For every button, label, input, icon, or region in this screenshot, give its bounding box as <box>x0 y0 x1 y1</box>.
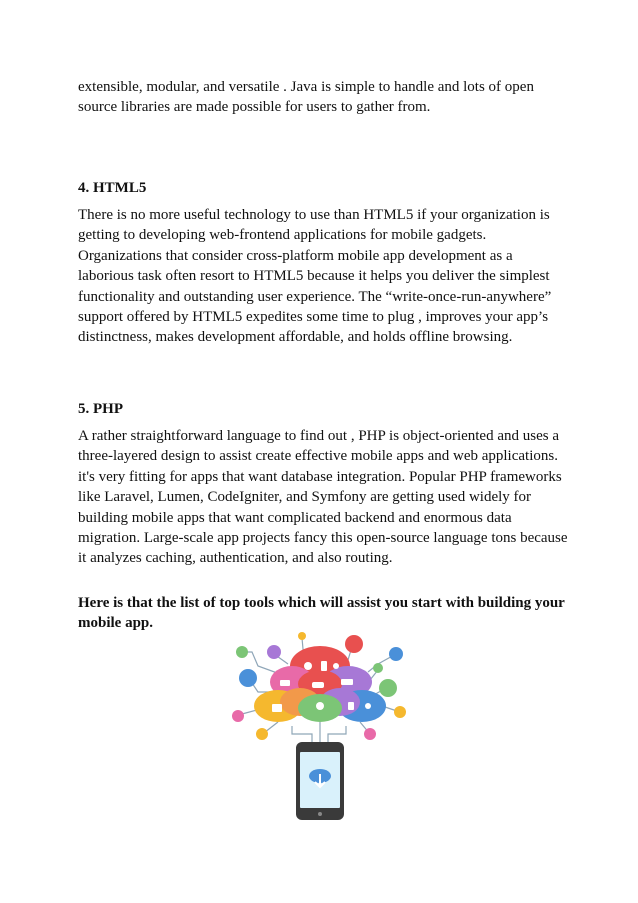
palm-tree-icon <box>345 635 363 653</box>
intro-paragraph: extensible, modular, and versatile . Java is simple to handle and lots of open source libraries are made possible for users to gather from. <box>78 79 534 116</box>
location-pin-icon <box>298 632 306 640</box>
rss-icon <box>394 706 406 718</box>
refresh-icon <box>256 728 268 740</box>
plane-icon <box>379 679 397 697</box>
gift-icon <box>364 728 376 740</box>
music-note-icon <box>389 647 403 661</box>
play-icon <box>267 645 281 659</box>
mobile-cloud-apps-illustration <box>228 630 414 822</box>
html5-heading: 4. HTML5 <box>78 180 147 196</box>
chat-icon <box>373 663 383 673</box>
headphones-icon <box>236 646 248 658</box>
php-heading: 5. PHP <box>78 401 123 417</box>
php-paragraph: A rather straightforward language to find out , PHP is object-oriented and uses a three-layered design to assist create effective mobile apps and web applications. it's very fitting for apps that want database integration. Popular PHP frameworks like Laravel, Lumen, CodeIgniter, and Symfony are getting used widely for building mobile apps that want complicated backend and enormous data migration. Large-scale app projects fancy this open-source language tons because it analyzes caching, authentication, and also routing. <box>78 428 568 567</box>
camera-icon <box>232 710 244 722</box>
html5-paragraph: There is no more useful technology to use than HTML5 if your organization is getting to developing web-frontend applications for mobile gadgets. Organizations that consider cross-platform mobile app development as a laborious task often resort to HTML5 because it helps you deliver the simplest functionality and outstanding user experience. The “write-once-run-anywhere” support offered by HTML5 expedites some time to plug , improves your app’s distinctness, makes development affordable, and holds offline browsing. <box>78 207 552 346</box>
tools-heading: Here is that the list of top tools which will assist you start with building your mobile app. <box>78 595 565 631</box>
smartphone-icon <box>296 742 344 820</box>
cloud-chat-icon <box>239 669 257 687</box>
